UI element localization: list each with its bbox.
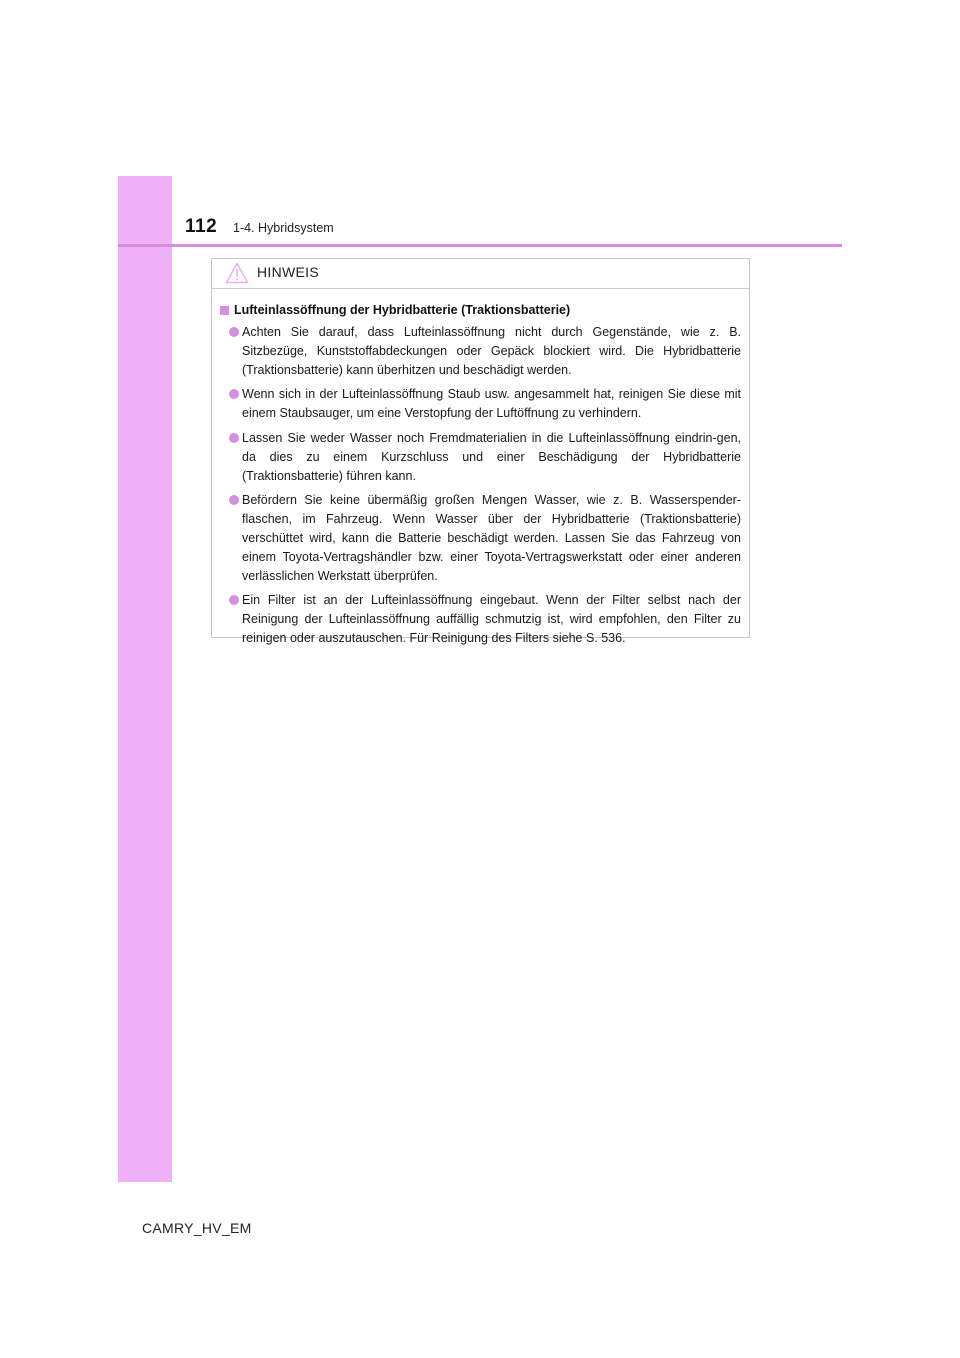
list-item-text: Befördern Sie keine übermäßig großen Mengen Wasser, wie z. B. Wasserspender-flaschen, im Fahrzeug. Wenn Wasser über der Hybridbatterie (Traktionsbatterie) verschüttet wird, kann die Batterie beschädigt werden. Lassen Sie das Fahrzeug von einem Toyota-Vertragshändler bzw. einer Toyota-Vertragswerkstatt oder einer anderen verlässlichen Werkstatt überprüfen.	[242, 493, 741, 583]
bullet-dot-icon	[229, 595, 239, 605]
warning-triangle-icon	[225, 262, 249, 284]
bullet-dot-icon	[229, 389, 239, 399]
list-item	[220, 323, 741, 379]
list-item	[220, 385, 741, 423]
bullet-dot-icon	[229, 495, 239, 505]
notice-body	[212, 289, 749, 648]
list-item	[220, 429, 741, 485]
header-rule	[118, 244, 842, 247]
page-number: 112	[185, 216, 218, 237]
list-item	[220, 591, 741, 647]
bullet-dot-icon	[229, 327, 239, 337]
notice-header	[212, 259, 749, 289]
document-code: CAMRY_HV_EM	[142, 1220, 252, 1236]
notice-heading-text: Lufteinlassöffnung der Hybridbatterie (Traktionsbatterie)	[234, 303, 571, 317]
square-bullet-icon	[220, 306, 229, 315]
section-title: 1-4. Hybridsystem	[233, 221, 334, 235]
notice-label: HINWEIS	[257, 264, 319, 280]
notice-box	[211, 258, 750, 645]
list-item-text: Lassen Sie weder Wasser noch Fremdmaterialien in die Lufteinlassöffnung eindrin-gen, da dies zu einem Kurzschluss und einer Beschädigung der Hybridbatterie (Traktionsbatterie) führen kann.	[242, 430, 741, 483]
list-item-text: Wenn sich in der Lufteinlassöffnung Staub usw. angesammelt hat, reinigen Sie diese mit einem Staubsauger, um eine Verstopfung der Luftöffnung zu verhindern.	[242, 387, 741, 421]
bullet-dot-icon	[229, 433, 239, 443]
list-item-text: Ein Filter ist an der Lufteinlassöffnung eingebaut. Wenn der Filter selbst nach der Reinigung der Lufteinlassöffnung auffällig schmutzig ist, wird empfohlen, den Filter zu reinigen oder auszutauschen. Für Reinigung des Filters siehe S. 536.	[242, 593, 741, 645]
notice-heading	[220, 303, 741, 317]
side-strip	[118, 176, 172, 1182]
list-item	[220, 491, 741, 585]
list-item-text: Achten Sie darauf, dass Lufteinlassöffnung nicht durch Gegenstände, wie z. B. Sitzbezüge, Kunststoffabdeckungen oder Gepäck blockiert wird. Die Hybridbatterie (Traktionsbatterie) kann überhitzen und beschädigt werden.	[242, 325, 741, 377]
